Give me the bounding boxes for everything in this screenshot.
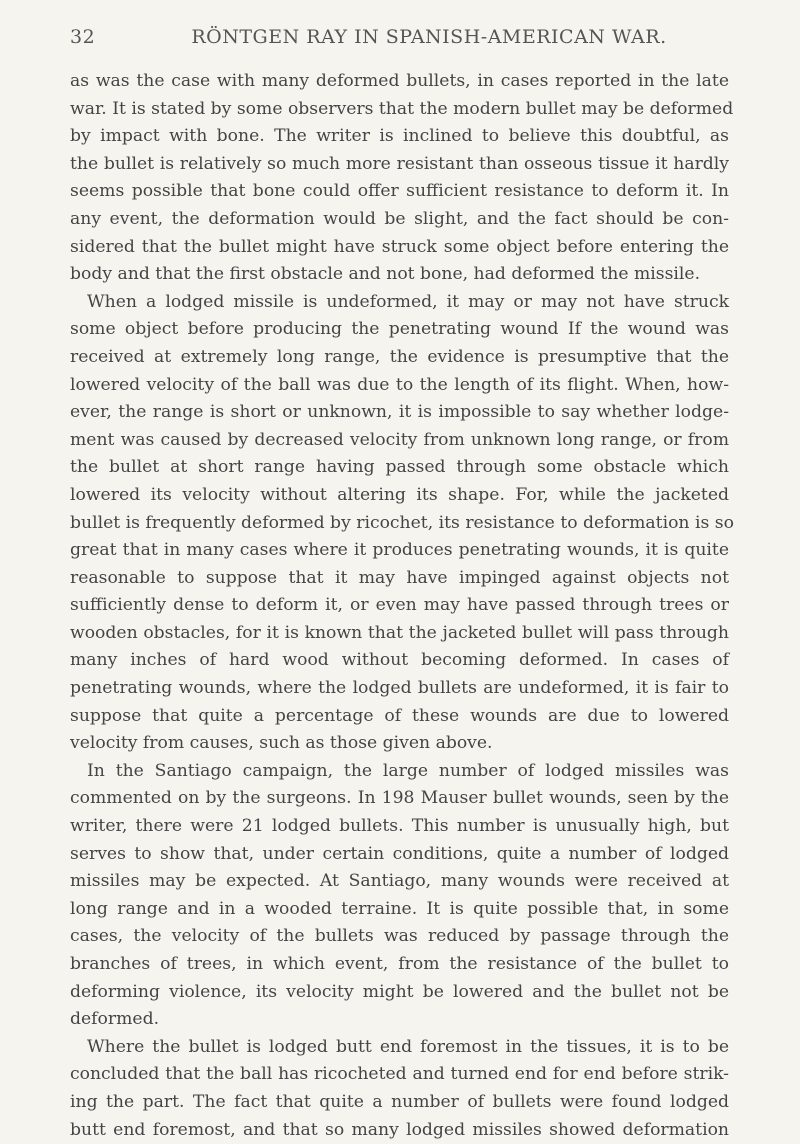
text-line: missiles may be expected. At Santiago, many wounds were received at — [70, 871, 729, 892]
text-line: When a lodged missile is undeformed, it may or may not have struck — [87, 291, 729, 312]
text-line: concluded that the ball has ricocheted and turned end for end before strik- — [70, 1064, 729, 1085]
text-line: bullet is frequently deformed by ricochet, its resistance to deformation is so — [70, 512, 734, 533]
text-line: cases, the velocity of the bullets was reduced by passage through the — [70, 926, 729, 947]
text-line: ing the part. The fact that quite a number of bullets were found lodged — [70, 1091, 729, 1112]
text-line: sufficiently dense to deform it, or even may have passed through trees or — [70, 595, 729, 616]
text-line: long range and in a wooded terraine. It is quite possible that, in some — [70, 898, 729, 919]
text-line: body and that the first obstacle and not bone, had deformed the missile. — [70, 264, 701, 285]
text-line: Where the bullet is lodged butt end foremost in the tissues, it is to be — [87, 1036, 729, 1057]
text-line: by impact with bone. The writer is inclined to believe this doubtful, as — [70, 126, 729, 147]
text-line: commented on by the surgeons. In 198 Mauser bullet wounds, seen by the — [70, 788, 729, 809]
text-line: velocity from causes, such as those given above. — [70, 733, 493, 754]
text-line: ever, the range is short or unknown, it is impossible to say whether lodge- — [70, 402, 729, 423]
text-line: lowered velocity of the ball was due to the length of its flight. When, how- — [70, 374, 729, 395]
text-line: In the Santiago campaign, the large number of lodged missiles was — [87, 760, 729, 781]
text-line: lowered its velocity without altering its shape. For, while the jacketed — [70, 484, 729, 505]
page-header — [70, 26, 728, 56]
body-text — [70, 68, 734, 1144]
text-line: any event, the deformation would be slight, and the fact should be con- — [70, 208, 729, 229]
text-line: the bullet is relatively so much more resistant than osseous tissue it hardly — [70, 153, 729, 174]
text-line: penetrating wounds, where the lodged bullets are undeformed, it is fair to — [70, 678, 729, 699]
text-line: serves to show that, under certain conditions, quite a number of lodged — [70, 843, 729, 864]
text-line: seems possible that bone could offer sufficient resistance to deform it. In — [70, 181, 729, 202]
text-line: reasonable to suppose that it may have impinged against objects not — [70, 567, 729, 588]
text-line: war. It is stated by some observers that the modern bullet may be deformed — [70, 98, 734, 119]
text-line: great that in many cases where it produces penetrating wounds, it is quite — [70, 540, 729, 561]
text-line: sidered that the bullet might have struck some object before entering the — [70, 236, 729, 257]
page-number: 32 — [70, 26, 96, 48]
text-line: ment was caused by decreased velocity from unknown long range, or from — [70, 429, 729, 450]
text-line: deformed. — [70, 1009, 160, 1030]
text-line: many inches of hard wood without becoming deformed. In cases of — [70, 650, 729, 671]
text-line: deforming violence, its velocity might be lowered and the bullet not be — [70, 981, 729, 1002]
text-line: the bullet at short range having passed through some obstacle which — [70, 457, 729, 478]
text-line: suppose that quite a percentage of these wounds are due to lowered — [70, 705, 729, 726]
running-head: RÖNTGEN RAY IN SPANISH-AMERICAN WAR. — [191, 26, 667, 48]
text-line: some object before producing the penetrating wound If the wound was — [70, 319, 729, 340]
text-line: as was the case with many deformed bullets, in cases reported in the late — [70, 71, 729, 91]
text-line: received at extremely long range, the evidence is presumptive that the — [70, 346, 729, 367]
text-line: wooden obstacles, for it is known that the jacketed bullet will pass through — [70, 622, 729, 643]
text-line: writer, there were 21 lodged bullets. This number is unusually high, but — [70, 816, 729, 837]
text-line: butt end foremost, and that so many lodged missiles showed deformation — [70, 1119, 729, 1140]
text-line: branches of trees, in which event, from the resistance of the bullet to — [70, 954, 729, 974]
